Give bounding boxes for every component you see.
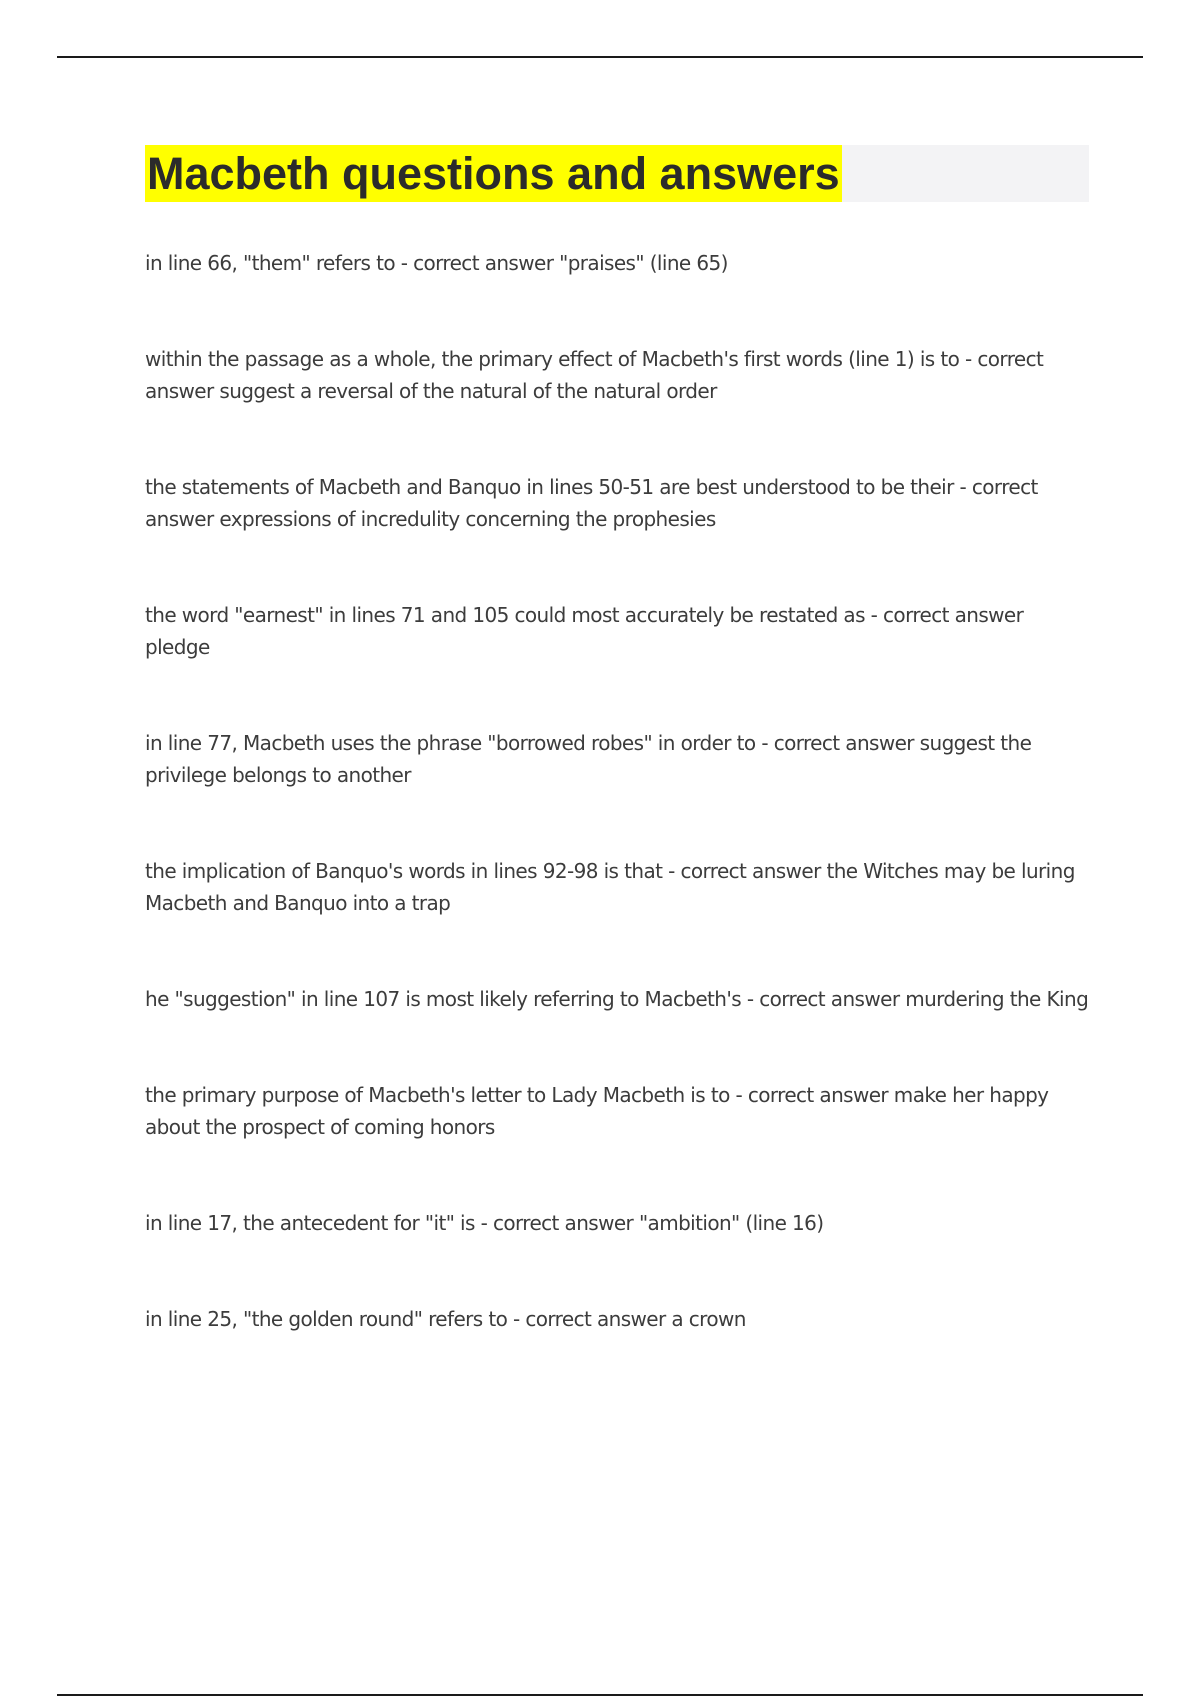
qa-item: the implication of Banquo's words in lines 92-98 is that - correct answer the Witches may be luring Macbeth and Banquo into a trap [145, 859, 1075, 915]
qa-item: the statements of Macbeth and Banquo in lines 50-51 are best understood to be their - correct answer expressions of incredulity concerning the prophesies [145, 475, 1038, 531]
header-rule [57, 56, 1143, 58]
qa-item: in line 77, Macbeth uses the phrase "borrowed robes" in order to - correct answer suggest the privilege belongs to another [145, 731, 1032, 787]
qa-item: within the passage as a whole, the primary effect of Macbeth's first words (line 1) is to - correct answer suggest a reversal of the natural of the natural order [145, 347, 1044, 403]
qa-item: he "suggestion" in line 107 is most likely referring to Macbeth's - correct answer murdering the King [145, 987, 1089, 1011]
qa-item: in line 25, "the golden round" refers to - correct answer a crown [145, 1307, 746, 1331]
qa-item: in line 66, "them" refers to - correct answer "praises" (line 65) [145, 251, 728, 275]
qa-item: the primary purpose of Macbeth's letter to Lady Macbeth is to - correct answer make her happy about the prospect of coming honors [145, 1083, 1049, 1139]
qa-item: in line 17, the antecedent for "it" is - correct answer "ambition" (line 16) [145, 1211, 824, 1235]
qa-item: the word "earnest" in lines 71 and 105 could most accurately be restated as - correct answer pledge [145, 603, 1024, 659]
qa-list [145, 247, 1090, 1399]
footer-rule [57, 1694, 1143, 1696]
page-title: Macbeth questions and answers [145, 145, 842, 202]
